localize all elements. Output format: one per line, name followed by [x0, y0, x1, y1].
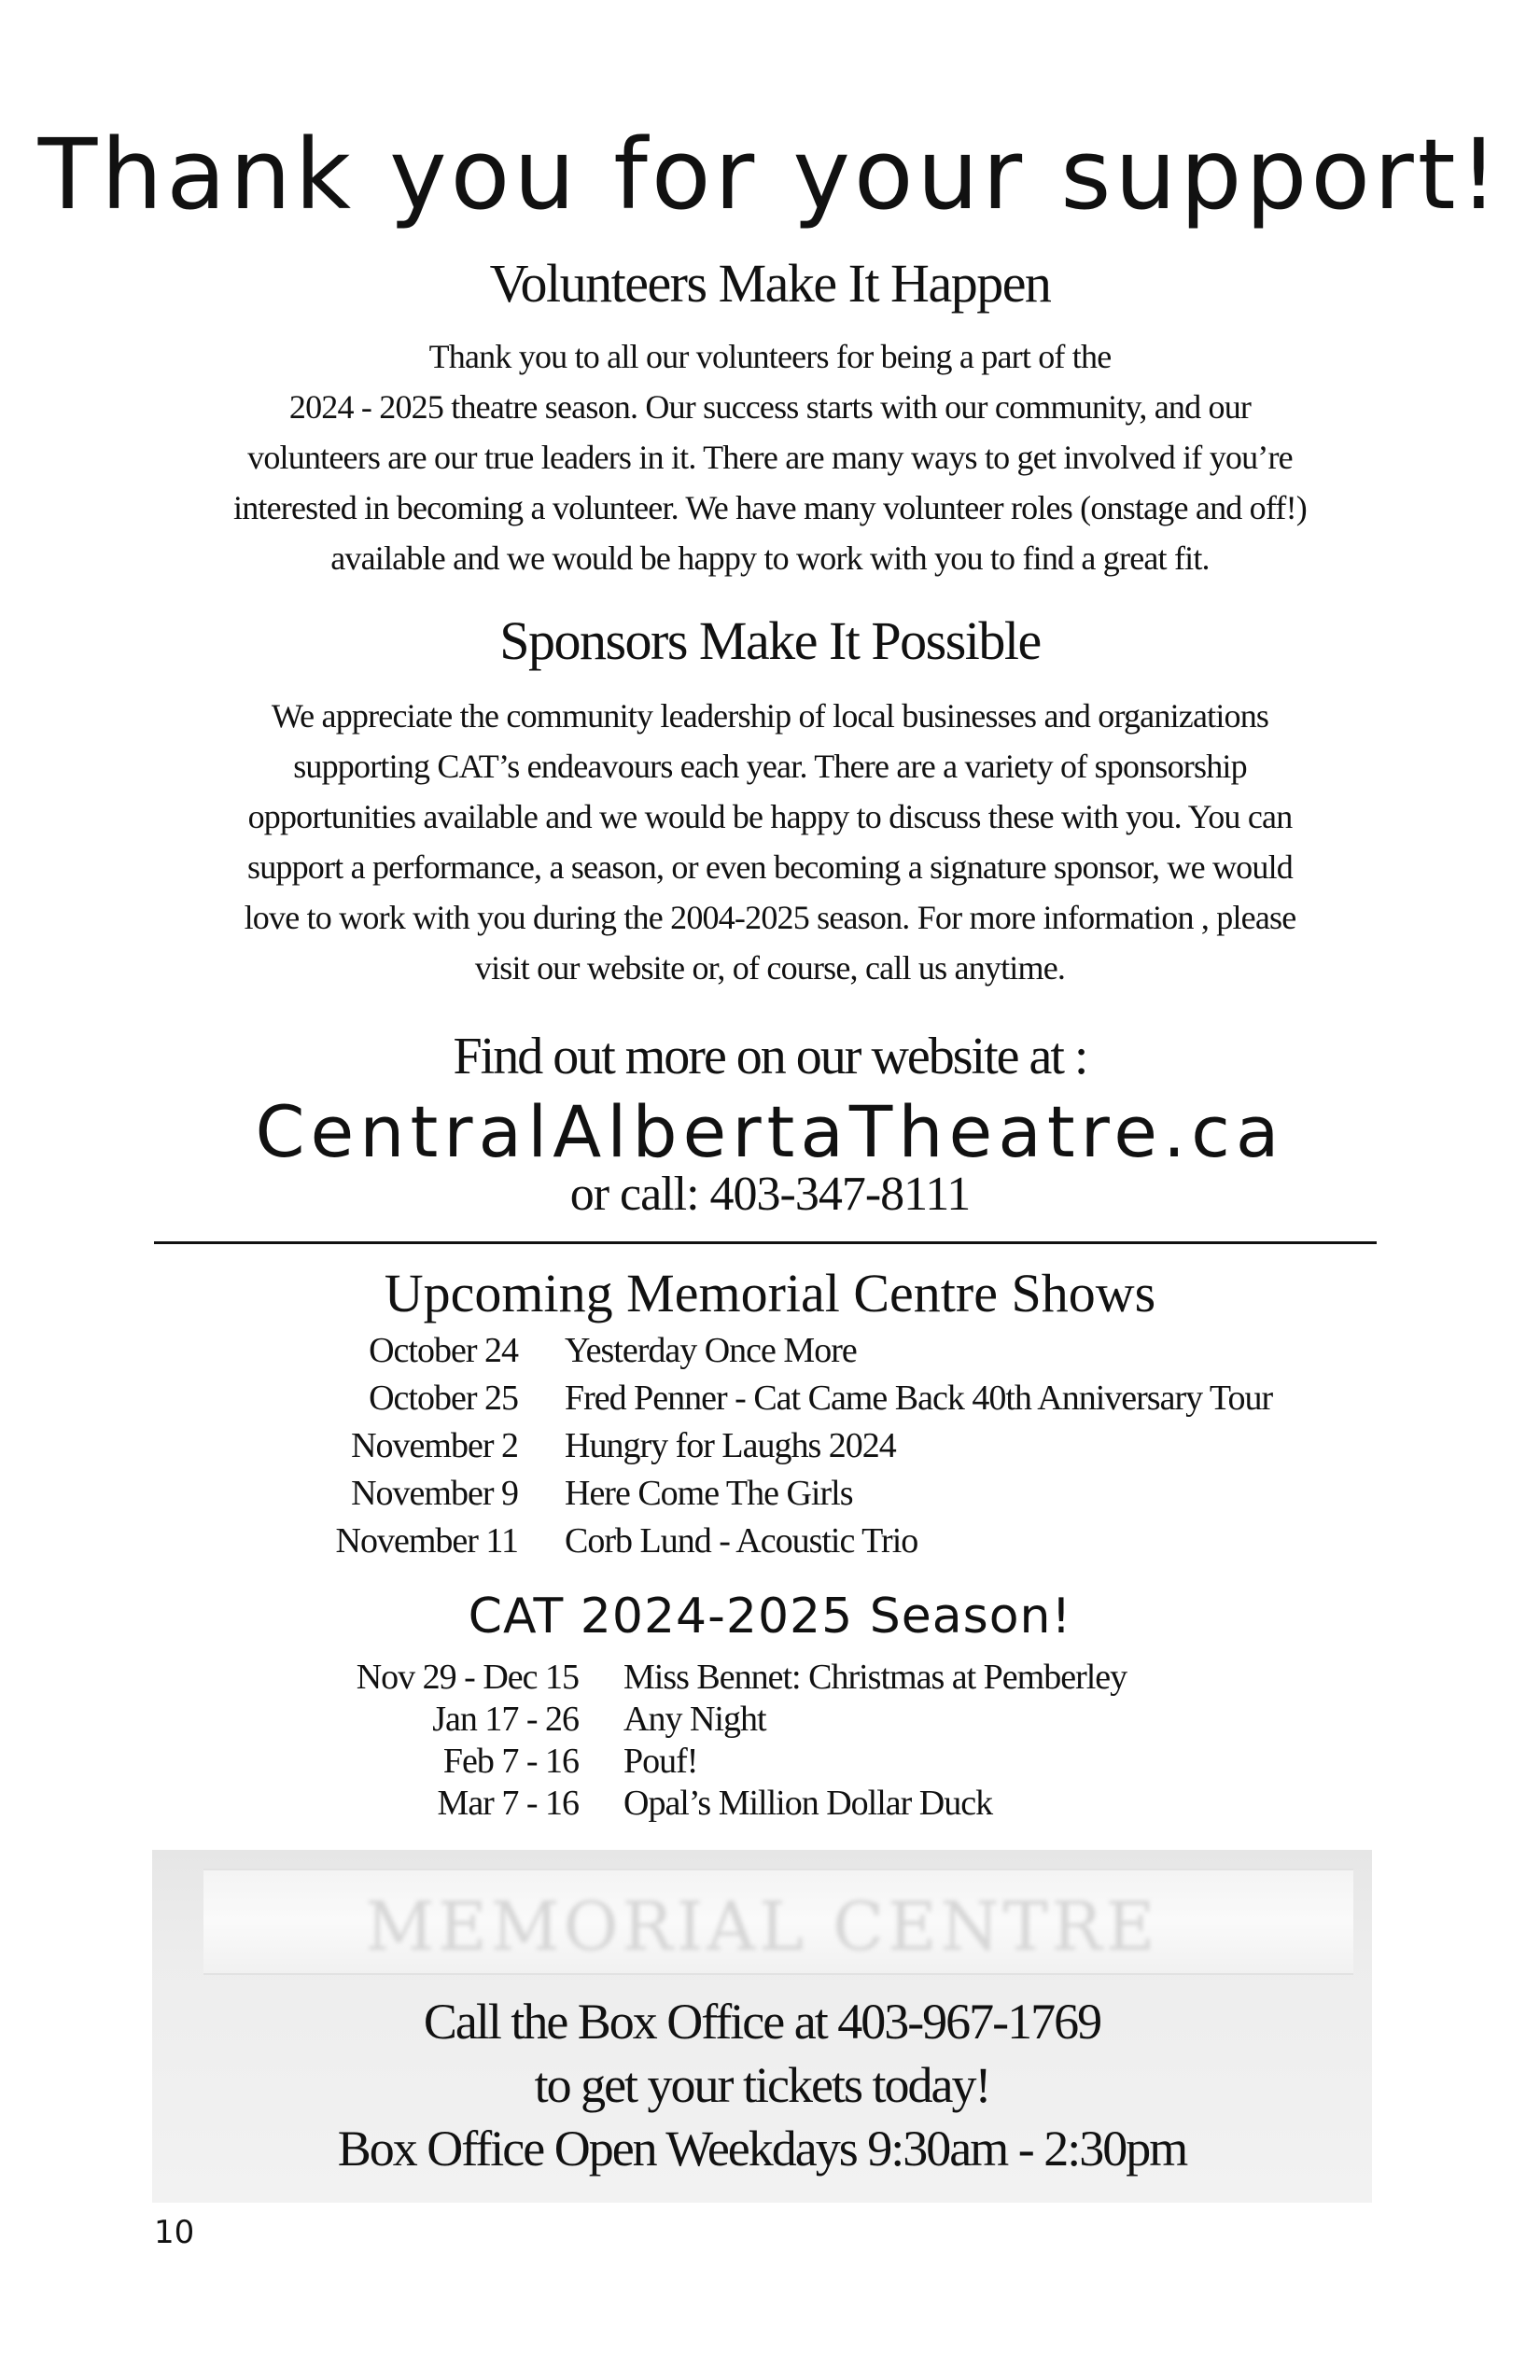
season-title: Pouf! — [623, 1742, 698, 1781]
show-title: Hungry for Laughs 2024 — [565, 1426, 896, 1465]
season-date: Nov 29 - Dec 15 — [356, 1658, 579, 1697]
list-item — [0, 1741, 1540, 1783]
website-prompt: Find out more on our website at : — [453, 1028, 1087, 1085]
box-office-hours-line: Box Office Open Weekdays 9:30am - 2:30pm — [337, 2121, 1187, 2177]
volunteers-paragraph — [159, 331, 1381, 583]
website-link[interactable]: CentralAlbertaTheatre.ca — [255, 1090, 1285, 1173]
list-item — [0, 1473, 1540, 1520]
volunteers-line: available and we would be happy to work with you to find a great fit. — [330, 539, 1210, 577]
season-title: Opal’s Million Dollar Duck — [623, 1784, 993, 1823]
sponsors-line: love to work with you during the 2004-2025 season. For more information , please — [244, 899, 1296, 936]
show-date: November 9 — [351, 1474, 518, 1513]
sponsors-line: opportunities available and we would be happy to discuss these with you. You can — [247, 798, 1293, 835]
box-office-text — [152, 1990, 1372, 2180]
box-office-banner — [152, 1850, 1372, 2203]
season-date: Jan 17 - 26 — [432, 1700, 579, 1739]
volunteers-line: interested in becoming a volunteer. We have many volunteer roles (onstage and off!) — [233, 489, 1307, 526]
sponsors-line: support a performance, a season, or even becoming a signature sponsor, we would — [246, 848, 1293, 886]
show-title: Fred Penner - Cat Came Back 40th Anniversary Tour — [565, 1379, 1273, 1418]
show-date: October 25 — [369, 1379, 518, 1418]
list-item — [0, 1520, 1540, 1568]
sponsors-line: We appreciate the community leadership of local businesses and organizations — [271, 697, 1269, 735]
sponsors-heading: Sponsors Make It Possible — [499, 610, 1041, 671]
page-number: 10 — [154, 2214, 195, 2251]
season-title: Miss Bennet: Christmas at Pemberley — [623, 1658, 1127, 1697]
volunteers-line: 2024 - 2025 theatre season. Our success starts with our community, and our — [288, 388, 1252, 426]
show-date: November 11 — [335, 1521, 518, 1561]
show-title: Corb Lund - Acoustic Trio — [565, 1521, 918, 1561]
upcoming-shows-heading: Upcoming Memorial Centre Shows — [384, 1263, 1156, 1323]
list-item — [0, 1378, 1540, 1425]
list-item — [0, 1330, 1540, 1378]
volunteers-line: volunteers are our true leaders in it. There are many ways to get involved if you’re — [247, 439, 1293, 476]
sponsors-paragraph — [159, 691, 1381, 993]
box-office-tickets-line: to get your tickets today! — [534, 2057, 990, 2113]
season-title: Any Night — [623, 1700, 766, 1739]
volunteers-heading: Volunteers Make It Happen — [489, 253, 1051, 314]
list-item — [0, 1783, 1540, 1825]
list-item — [0, 1657, 1540, 1699]
list-item — [0, 1699, 1540, 1741]
season-date: Mar 7 - 16 — [437, 1784, 579, 1823]
show-date: October 24 — [369, 1331, 518, 1370]
season-date: Feb 7 - 16 — [442, 1742, 579, 1781]
phone-number: or call: 403-347-8111 — [569, 1168, 971, 1221]
list-item — [0, 1425, 1540, 1473]
sponsors-line: supporting CAT’s endeavours each year. There are a variety of sponsorship — [293, 748, 1247, 785]
page-title: Thank you for your support! — [37, 118, 1503, 231]
volunteers-line: Thank you to all our volunteers for being a part of the — [428, 338, 1112, 375]
sponsors-line: visit our website or, of course, call us anytime. — [474, 949, 1066, 987]
memorial-centre-sign-text: MEMORIAL CENTRE — [365, 1887, 1159, 1966]
show-date: November 2 — [351, 1426, 518, 1465]
section-divider — [154, 1241, 1377, 1244]
box-office-phone-line: Call the Box Office at 403-967-1769 — [423, 1994, 1101, 2050]
show-title: Yesterday Once More — [565, 1331, 857, 1370]
show-title: Here Come The Girls — [565, 1474, 853, 1513]
upcoming-shows-list — [0, 1330, 1540, 1568]
season-heading: CAT 2024-2025 Season! — [468, 1589, 1072, 1645]
season-list — [0, 1657, 1540, 1825]
